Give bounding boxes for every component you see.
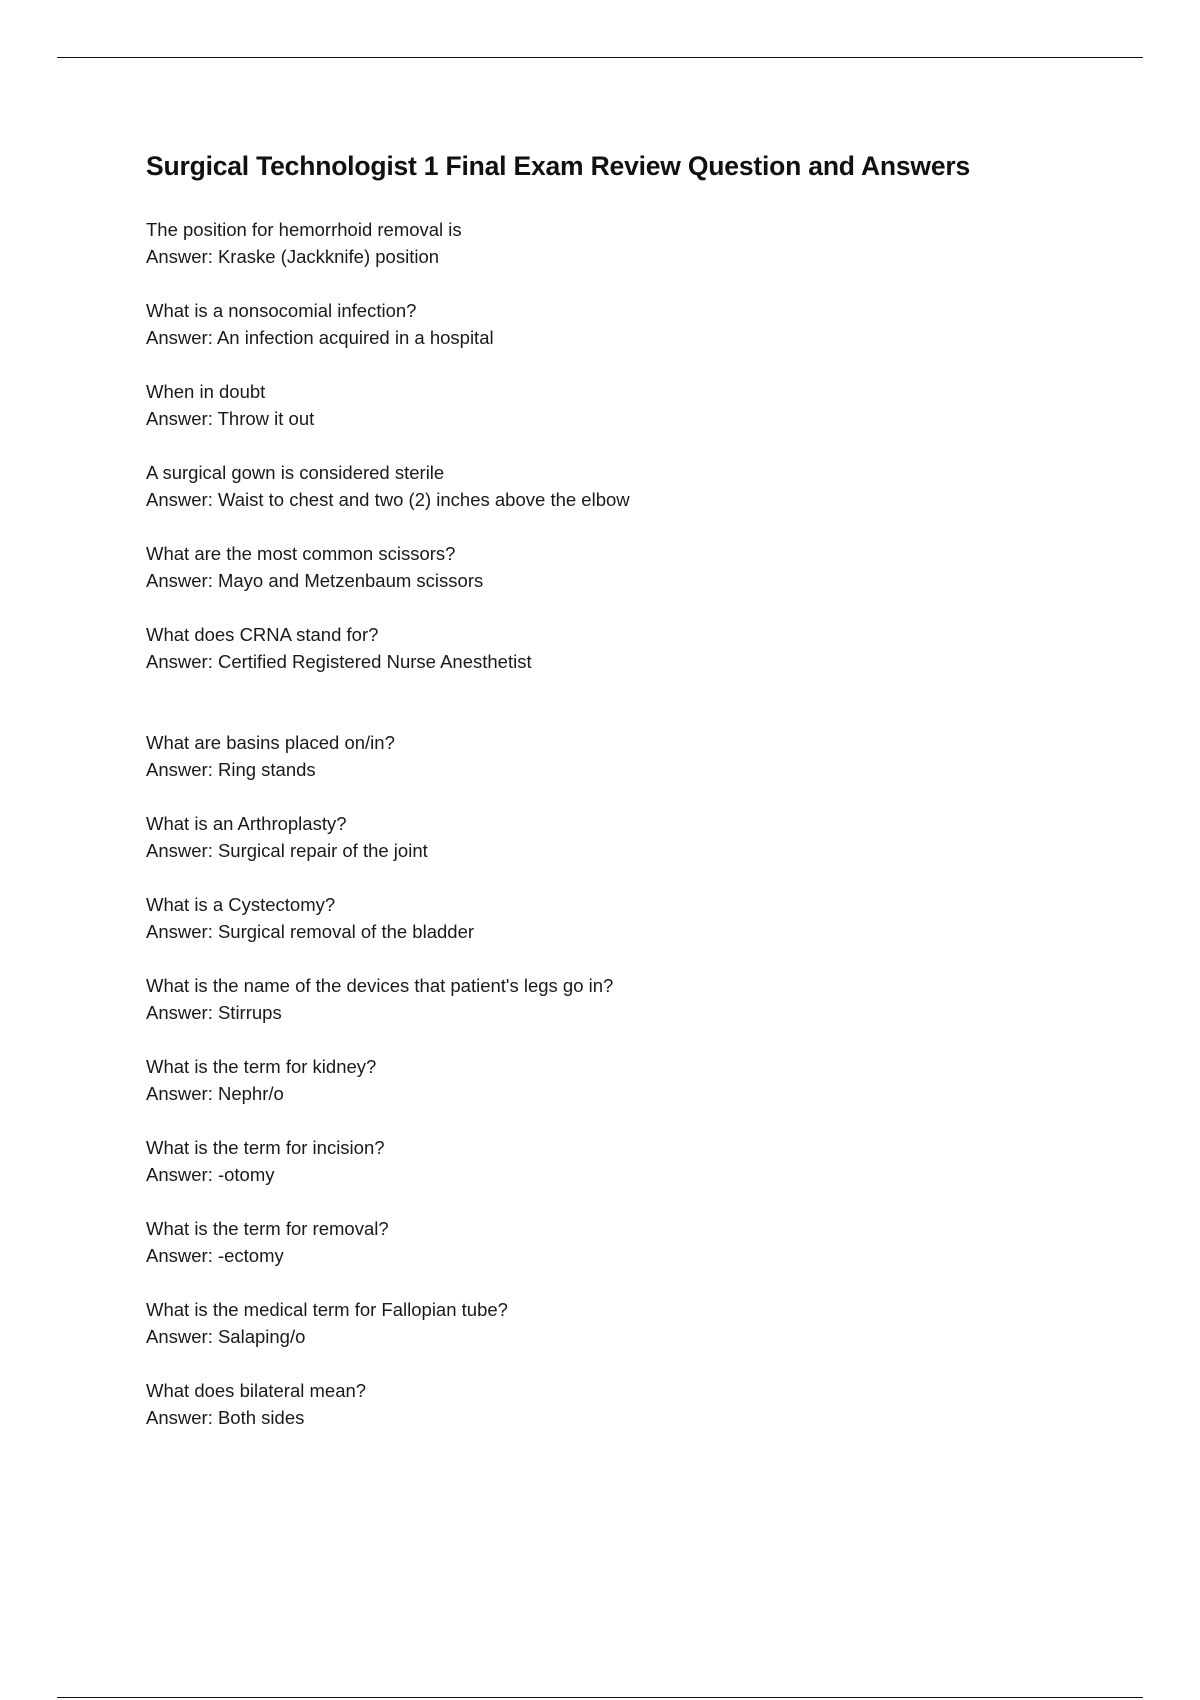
question-text: What is a Cystectomy? — [146, 894, 336, 915]
footer-rule — [57, 1697, 1143, 1698]
qa-item — [146, 1377, 1126, 1431]
question-text: What does CRNA stand for? — [146, 624, 379, 645]
document-body — [146, 148, 1126, 1458]
question-text: What are basins placed on/in? — [146, 732, 395, 753]
answer-text: Answer: -ectomy — [146, 1245, 284, 1266]
qa-item — [146, 891, 1126, 945]
question-text: What does bilateral mean? — [146, 1380, 367, 1401]
qa-item — [146, 621, 1126, 675]
answer-text: Answer: Throw it out — [146, 408, 315, 429]
qa-item — [146, 729, 1126, 783]
answer-text: Answer: Both sides — [146, 1407, 305, 1428]
answer-text: Answer: Ring stands — [146, 759, 316, 780]
answer-text: Answer: Stirrups — [146, 1002, 282, 1023]
qa-item — [146, 297, 1126, 351]
qa-item — [146, 378, 1126, 432]
question-text: What is the medical term for Fallopian tube? — [146, 1299, 508, 1320]
qa-item — [146, 1053, 1126, 1107]
qa-item — [146, 540, 1126, 594]
qa-item — [146, 972, 1126, 1026]
answer-text: Answer: Waist to chest and two (2) inches above the elbow — [146, 489, 630, 510]
question-text: When in doubt — [146, 381, 266, 402]
answer-text: Answer: Mayo and Metzenbaum scissors — [146, 570, 484, 591]
qa-item — [146, 1296, 1126, 1350]
answer-text: Answer: Surgical repair of the joint — [146, 840, 428, 861]
qa-item — [146, 459, 1126, 513]
question-text: The position for hemorrhoid removal is — [146, 219, 462, 240]
question-text: What is the term for removal? — [146, 1218, 389, 1239]
question-text: What is an Arthroplasty? — [146, 813, 347, 834]
answer-text: Answer: Surgical removal of the bladder — [146, 921, 475, 942]
document-title: Surgical Technologist 1 Final Exam Review Question and Answers — [146, 151, 971, 181]
question-text: What are the most common scissors? — [146, 543, 456, 564]
qa-item — [146, 1134, 1126, 1188]
header-rule — [57, 57, 1143, 58]
question-text: What is a nonsocomial infection? — [146, 300, 417, 321]
question-text: What is the name of the devices that patient's legs go in? — [146, 975, 614, 996]
answer-text: Answer: Nephr/o — [146, 1083, 284, 1104]
question-text: What is the term for kidney? — [146, 1056, 377, 1077]
qa-item — [146, 810, 1126, 864]
answer-text: Answer: -otomy — [146, 1164, 275, 1185]
qa-list — [146, 216, 1126, 1431]
answer-text: Answer: Salaping/o — [146, 1326, 306, 1347]
answer-text: Answer: Certified Registered Nurse Anesthetist — [146, 651, 532, 672]
question-text: What is the term for incision? — [146, 1137, 385, 1158]
qa-item — [146, 1215, 1126, 1269]
answer-text: Answer: An infection acquired in a hospital — [146, 327, 494, 348]
answer-text: Answer: Kraske (Jackknife) position — [146, 246, 440, 267]
question-text: A surgical gown is considered sterile — [146, 462, 445, 483]
qa-item — [146, 216, 1126, 270]
